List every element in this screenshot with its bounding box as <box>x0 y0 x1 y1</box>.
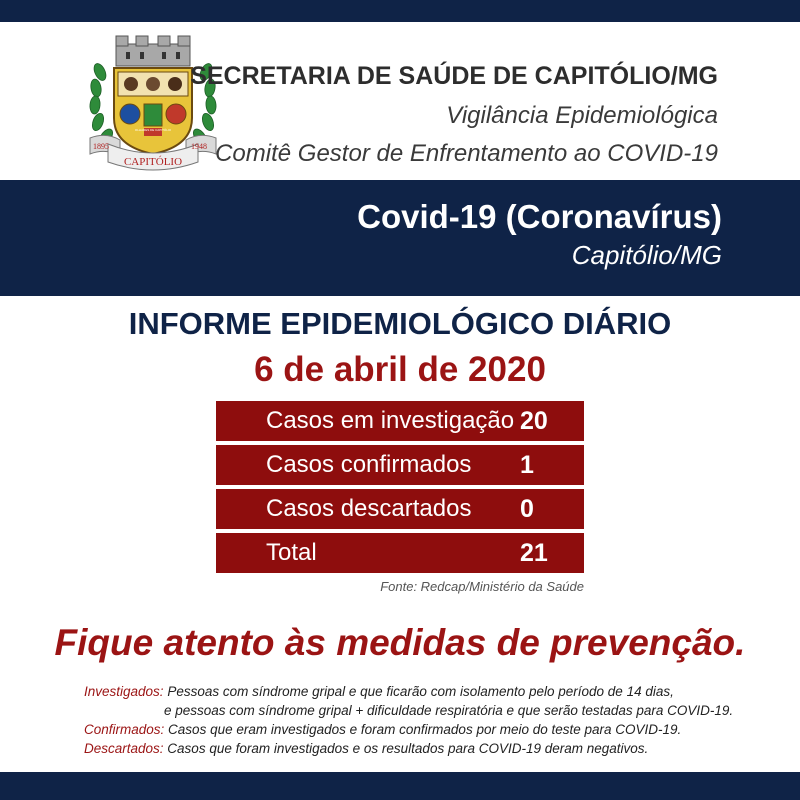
definition-term: Confirmados: <box>84 722 165 737</box>
stats-table <box>216 401 584 577</box>
definition-confirmados <box>84 720 744 739</box>
stat-label: Casos descartados <box>266 495 472 522</box>
bottom-bar <box>0 772 800 800</box>
definition-text: Pessoas com síndrome gripal e que ficarão com isolamento pelo período de 14 dias, <box>163 684 674 699</box>
definition-term: Investigados: <box>84 684 164 699</box>
stat-value: 0 <box>520 494 534 523</box>
report-title: INFORME EPIDEMIOLÓGICO DIÁRIO <box>128 306 672 341</box>
municipal-crest-logo <box>86 30 220 176</box>
crest-scroll-text: OLHARES DE CAPITÓLIO <box>134 128 172 132</box>
stat-row-total <box>216 533 584 573</box>
definition-text: Casos que foram investigados e os resultados para COVID-19 deram negativos. <box>163 741 649 756</box>
definition-descartados <box>84 739 744 758</box>
definitions <box>84 682 744 758</box>
prevention-slogan: Fique atento às medidas de prevenção. <box>54 622 746 663</box>
crest-year-right: 1948 <box>191 142 207 151</box>
stat-value: 1 <box>520 450 534 479</box>
banner-title: Covid-19 (Coronavírus) <box>357 198 722 235</box>
source-note: Fonte: Redcap/Ministério da Saúde <box>380 579 584 594</box>
stat-value: 21 <box>520 538 548 567</box>
stat-label: Total <box>266 539 317 566</box>
stat-label: Casos confirmados <box>266 451 472 478</box>
org-committee: Comitê Gestor de Enfrentamento ao COVID-19 <box>215 140 718 167</box>
stat-value: 20 <box>520 406 548 435</box>
report-date: 6 de abril de 2020 <box>254 350 546 389</box>
stat-row-confirmed <box>216 445 584 485</box>
stat-row-discarded <box>216 489 584 529</box>
definition-investigados-cont <box>84 701 744 720</box>
stat-row-investigation <box>216 401 584 441</box>
definition-text: Casos que eram investigados e foram confirmados por meio do teste para COVID-19. <box>164 722 682 737</box>
crest-year-left: 1895 <box>93 142 109 151</box>
crest-banner-text: CAPITÓLIO <box>123 156 183 168</box>
definition-term: Descartados: <box>84 741 164 756</box>
definition-text: e pessoas com síndrome gripal + dificuldade respiratória e que serão testadas para COVID-19. <box>164 703 734 718</box>
definition-investigados <box>84 682 744 701</box>
org-title: SECRETARIA DE SAÚDE DE CAPITÓLIO/MG <box>190 62 718 90</box>
stat-label: Casos em investigação <box>266 407 515 434</box>
top-bar <box>0 0 800 22</box>
banner-subtitle: Capitólio/MG <box>571 240 722 270</box>
org-department: Vigilância Epidemiológica <box>446 102 718 129</box>
